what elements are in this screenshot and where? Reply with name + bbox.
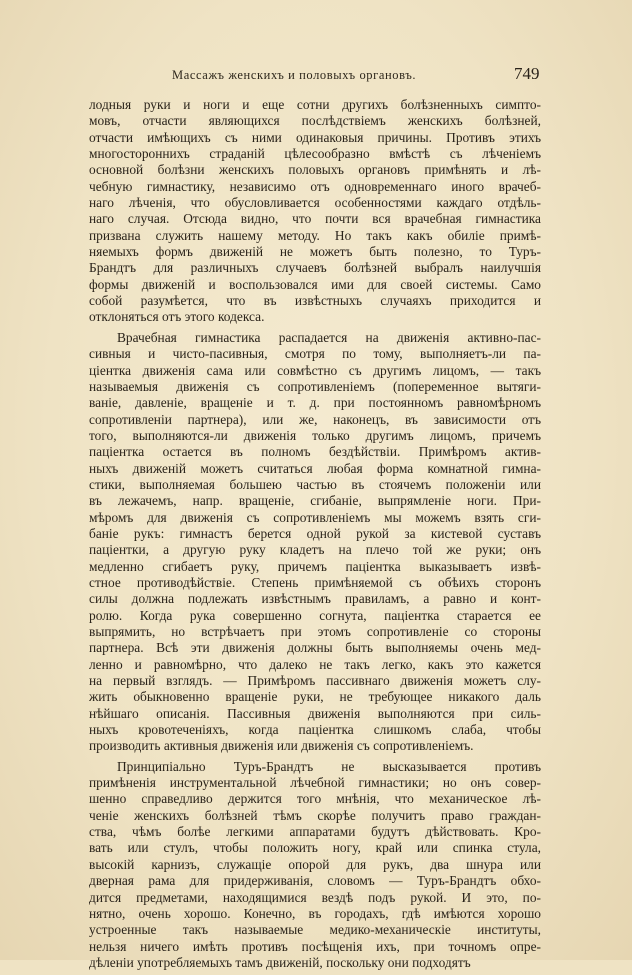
text-line: собой разумѣется, что въ извѣстныхъ случаяхъ приходится и: [89, 293, 541, 309]
text-line: на первый взглядъ. — Примѣромъ пассивнаго движенія можетъ слу-: [89, 673, 541, 689]
text-line: дѣленіи употребляемыхъ тамъ движеній, поскольку они подходятъ: [89, 954, 471, 970]
text-line: наго лѣченія, что обусловливается особенностями каждаго отдѣль-: [89, 195, 541, 211]
text-line: Принципіально Туръ-Брандтъ не высказывается противъ: [117, 758, 541, 774]
text-line: ныхъ кровотеченіяхъ, когда паціентка слишкомъ слаба, чтобы: [89, 722, 541, 738]
page-number: 749: [514, 64, 540, 83]
text-line: отчасти имѣющихъ съ ними одинаковыя причины. Противъ этихъ: [89, 129, 541, 145]
text-line: стики, выполняемая большею частью въ стоячемъ положеніи или: [89, 476, 541, 492]
text-line: устроенные такъ называемые медико-механическіе институты,: [89, 922, 541, 938]
text-line: медленно сгибаетъ руку, причемъ паціентка выказываетъ извѣ-: [89, 558, 541, 574]
text-line: няемыхъ формъ движеній не можетъ быть полезно, то Туръ-: [89, 244, 541, 260]
text-line: высокій карнизъ, служащіе опорой для рукъ, два шнура или: [89, 856, 541, 872]
running-head: Массажъ женскихъ и половыхъ органовъ.: [172, 68, 417, 82]
text-line: основной болѣзни женскихъ половыхъ органовъ примѣнять и лѣ-: [89, 162, 541, 178]
text-line: шенно справедливо держится того мнѣнія, что механическое лѣ-: [89, 791, 541, 807]
text-line: ченіе женскихъ болѣзней тѣмъ скорѣе получитъ право граждан-: [89, 807, 541, 823]
text-line: многостороннихъ страданій цѣлесообразно вмѣстѣ съ лѣченіемъ: [89, 146, 541, 162]
text-line: производить активныя движенія или движенія съ сопротивленіемъ.: [89, 738, 474, 754]
text-line: жить обыкновенно вращеніе руки, не требующее никакого даль: [89, 689, 541, 705]
text-line: лодныя руки и ноги и еще сотни другихъ болѣзненныхъ симпто-: [89, 97, 541, 112]
text-line: называемыя движенія съ сопротивленіемъ (попеременное вытяги-: [89, 378, 541, 394]
text-line: наго случая. Отсюда видно, что почти вся врачебная гимнастика: [89, 211, 541, 227]
text-line: чебную гимнастику, независимо отъ одновременнаго иного врачеб-: [89, 178, 541, 194]
text-line: примѣненія инструментальной лѣчебной гимнастики; но онъ совер-: [89, 775, 541, 791]
text-line: мѣромъ для движенія съ сопротивленіемъ мы можемъ взять сги-: [89, 509, 541, 525]
body-text: [89, 97, 541, 975]
text-line: силы должна подлежать извѣстнымъ правиламъ, а равно и конт-: [89, 591, 541, 607]
paragraph: [89, 759, 541, 971]
text-line: дверная рама для придерживанія, словомъ — Туръ-Брандтъ обхо-: [89, 873, 541, 889]
text-line: паціентки, а другую руку кладетъ на плечо той же руки; онъ: [89, 542, 541, 558]
text-line: мовъ, отчасти являющихся послѣдствіемъ женскихъ болѣзней,: [89, 113, 541, 129]
paragraph: [89, 330, 541, 755]
text-line: въ лежачемъ, напр. вращеніе, сгибаніе, выпрямленіе ноги. При-: [89, 493, 541, 509]
text-line: сивныя и чисто-пасивныя, смотря по тому, выполняетъ-ли па-: [89, 346, 541, 362]
text-line: нятно, очень хорошо. Конечно, въ городахъ, гдѣ имѣются хорошо: [89, 905, 541, 921]
text-line: стное противодѣйствіе. Степень примѣняемой съ обѣихъ сторонъ: [89, 574, 541, 590]
text-line: ства, чѣмъ болѣе легкими аппаратами будутъ дѣйствовать. Кро-: [89, 824, 541, 840]
text-line: сопротивленіи партнера), или же, наконецъ, въ зависимости отъ: [89, 411, 541, 427]
text-line: ленно и равномѣрно, что далеко не такъ легко, какъ это кажется: [89, 656, 541, 672]
text-line: ваніе, давленіе, вращеніе и т. д. при постоянномъ равномѣрномъ: [89, 395, 541, 411]
text-line: ролю. Когда рука совершенно согнута, паціентка старается ее: [89, 607, 541, 623]
text-line: нѣйшаго описанія. Пассивныя движенія выполняются при силь-: [89, 705, 541, 721]
text-line: того, выполняются-ли движенія только другимъ лицомъ, причемъ: [89, 427, 541, 443]
text-line: формы движеній и воспользовался ими для своей системы. Само: [89, 276, 541, 292]
text-line: вать или стулъ, чтобы положить ногу, край или спинка стула,: [89, 840, 541, 856]
text-line: ныхъ движеній можетъ считаться любая форма комнатной гимна-: [89, 460, 541, 476]
text-line: ціентка движенія сама или совмѣстно съ другимъ лицомъ, — такъ: [89, 362, 541, 378]
text-line: баніе рукъ: гимнастъ берется одной рукой за кистевой суставъ: [89, 525, 541, 541]
paragraph: [89, 97, 541, 326]
text-line: нельзя ничего имѣть противъ посѣщенія ихъ, при точномъ опре-: [89, 938, 541, 954]
text-line: Врачебная гимнастика распадается на движенія активно-пас-: [117, 329, 541, 345]
text-line: Брандтъ для различныхъ случаевъ болѣзней выбралъ наилучшія: [89, 260, 541, 276]
text-line: дится предметами, находящимися вездѣ подъ рукой. И это, по-: [89, 889, 541, 905]
text-line: выпрямить, но встрѣчаетъ при этомъ сопротивленіе со стороны: [89, 624, 541, 639]
text-line: паціентка остается въ полномъ бездѣйствіи. Примѣромъ актив-: [89, 444, 541, 460]
text-line: партнера. Всѣ эти движенія должны быть выполняемы очень мед-: [89, 640, 541, 656]
text-line: отклоняться отъ этого кодекса.: [89, 309, 265, 325]
text-line: призвана служить нашему методу. Но такъ какъ обиліе примѣ-: [89, 227, 541, 243]
